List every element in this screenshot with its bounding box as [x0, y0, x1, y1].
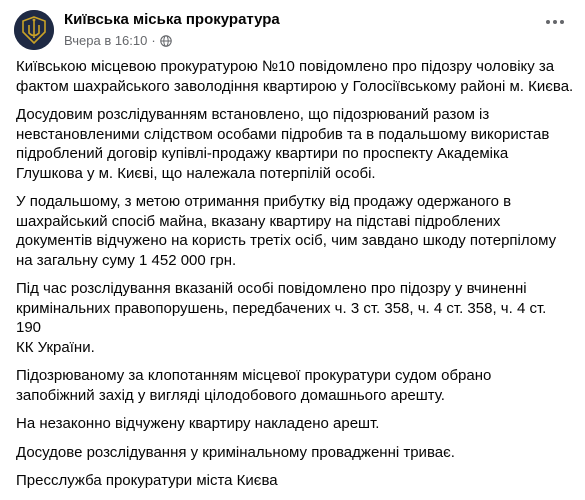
- post-paragraph: Пресслужба прокуратури міста Києва: [16, 472, 278, 489]
- meta-separator: ·: [151, 33, 156, 48]
- post-timestamp[interactable]: Вчера в 16:10: [64, 33, 148, 48]
- more-options-icon[interactable]: [542, 14, 568, 30]
- post-paragraph: Київською місцевою прокуратурою №10 повідомлено про підозру чоловіку за фактом шахрайського заволодіння квартирою у Голосіївському районі м. Києва.: [16, 58, 574, 95]
- post-meta: [64, 33, 172, 48]
- post-body: [16, 57, 574, 500]
- post-paragraph: Підозрюваному за клопотанням місцевої прокуратури судом обрано запобіжний захід у вигляді цілодобового домашнього арешту.: [16, 367, 492, 404]
- post-paragraph: Досудове розслідування у кримінальному провадженні триває.: [16, 443, 455, 461]
- globe-icon[interactable]: [160, 35, 172, 47]
- page-name-link[interactable]: Київська міська прокуратура: [64, 11, 280, 28]
- avatar[interactable]: [14, 10, 54, 50]
- post-paragraph: На незаконно відчужену квартиру накладено арешт.: [16, 415, 380, 432]
- post-header: [14, 8, 574, 48]
- post-paragraph: Під час розслідування вказаній особі повідомлено про підозру у вчиненні кримінальних правопорушень, передбачених ч. 3 ст. 358, ч. 4 ст. 358, ч. 4 ст. 190 КК України.: [16, 280, 547, 356]
- post-paragraph: У подальшому, з метою отримання прибутку від продажу одержаного в шахрайський спосіб майна, вказану квартиру на підставі підроблених документів відчужено на користь третіх осіб, чим завдано шкоду потерпілому на загальну суму 1 452 000 грн.: [16, 193, 557, 269]
- post-paragraph: Досудовим розслідуванням встановлено, що підозрюваний разом із невстановленими слідством особами підробив та в подальшому використав підроблений договір купівлі-продажу квартири по проспекту Академіка Глушкова у м. Києві, що належала потерпілій особі.: [16, 106, 550, 182]
- prosecutor-emblem-icon: [14, 10, 54, 50]
